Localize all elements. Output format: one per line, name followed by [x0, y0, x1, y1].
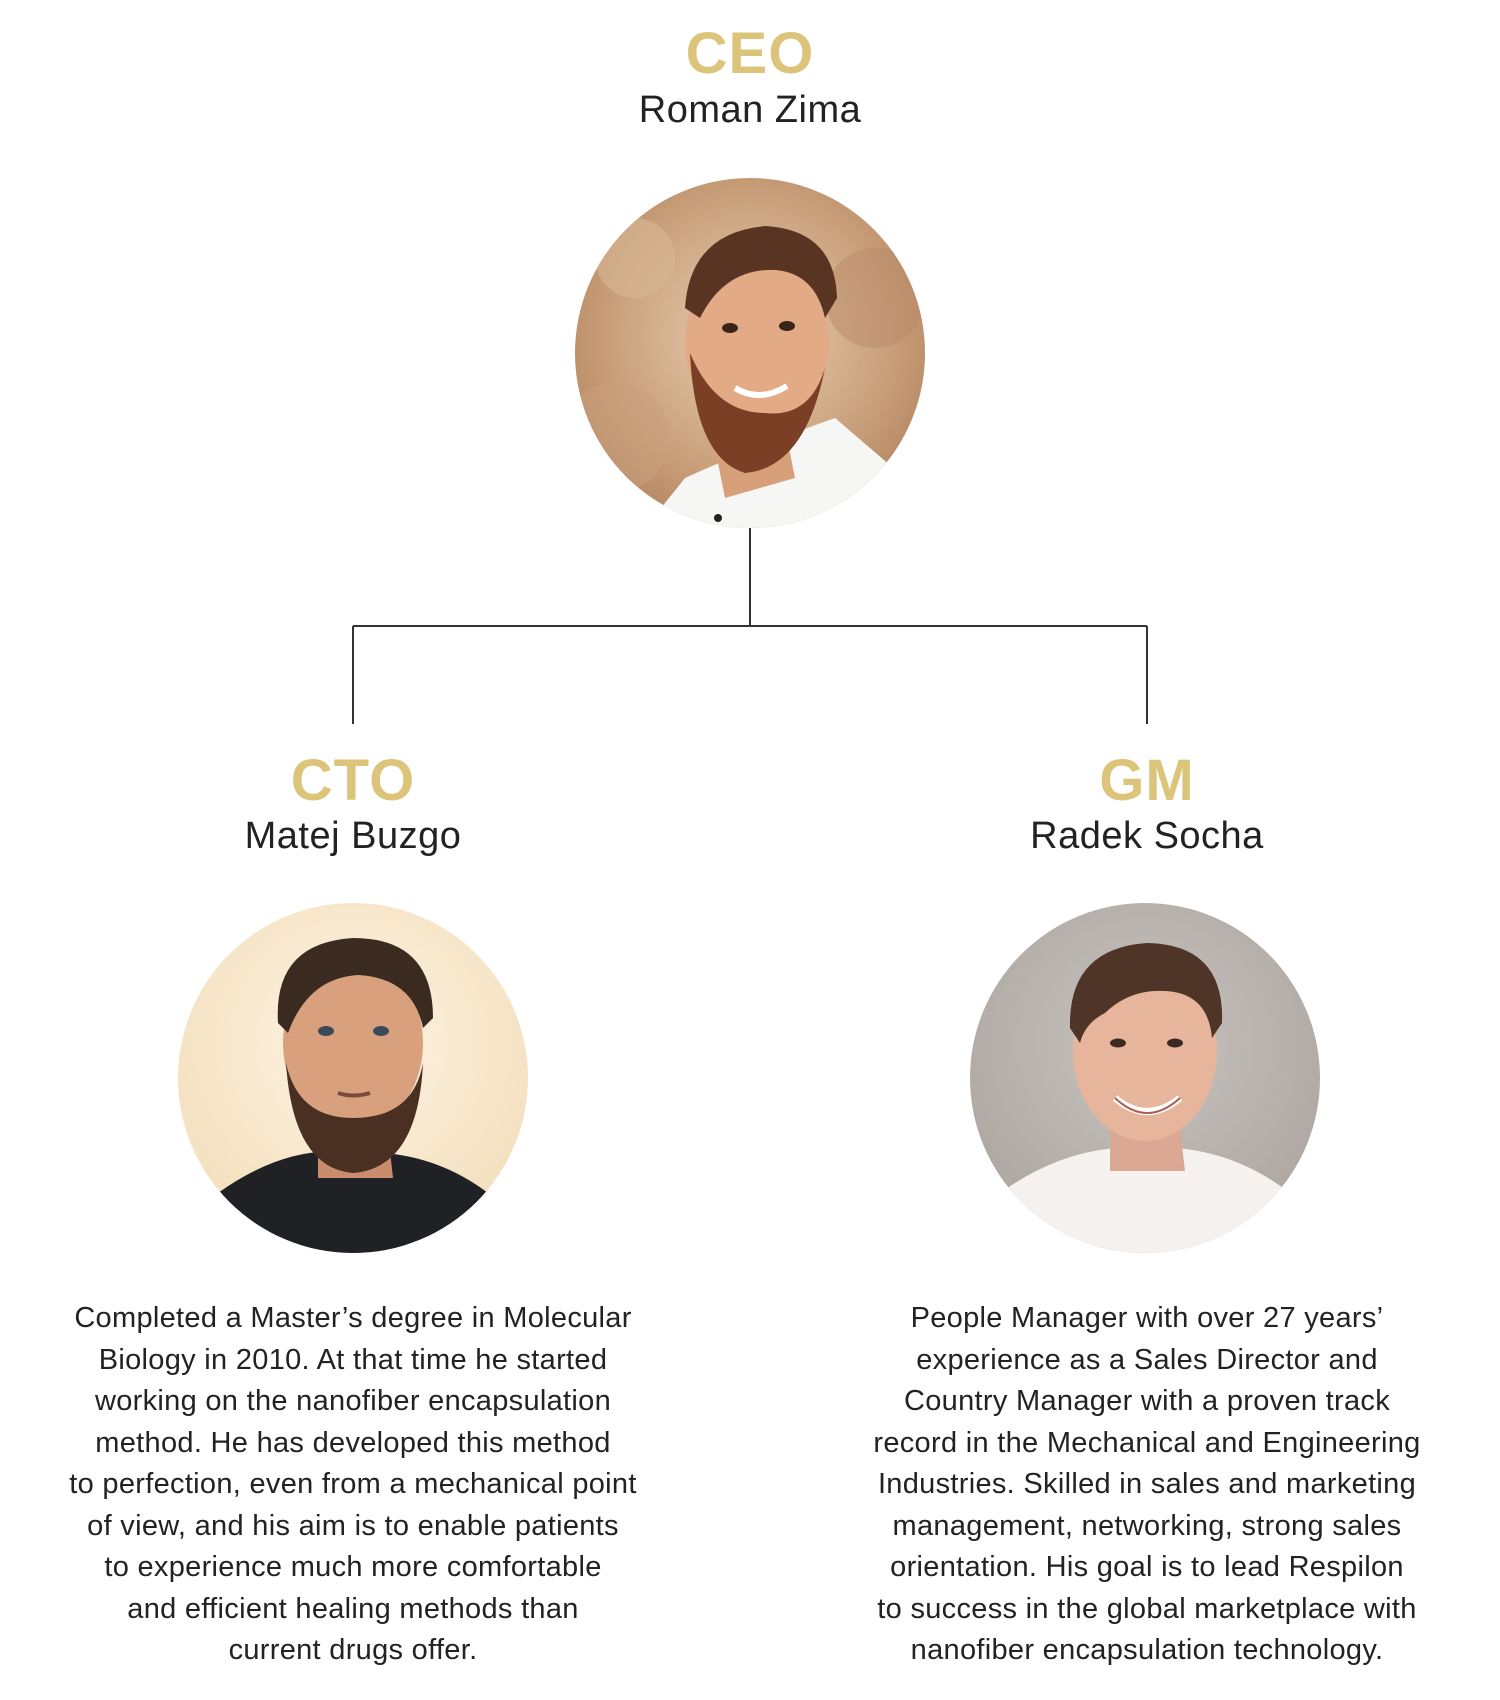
- ceo-photo: [575, 178, 925, 528]
- portrait-roman-zima-icon: [575, 178, 925, 528]
- ceo-name: Roman Zima: [638, 89, 862, 131]
- cto-bio-line: of view, and his aim is to enable patients: [87, 1509, 619, 1542]
- gm-bio-line: management, networking, strong sales: [892, 1509, 1402, 1542]
- cto-bio-line: Completed a Master’s degree in Molecular: [74, 1302, 632, 1334]
- gm-bio: [807, 1298, 1487, 1672]
- cto-bio-line: to experience much more comfortable: [104, 1551, 602, 1583]
- cto-bio-line: current drugs offer.: [228, 1634, 478, 1666]
- cto-bio: [13, 1298, 693, 1672]
- cto-bio-line: working on the nanofiber encapsulation: [94, 1385, 612, 1417]
- portrait-radek-socha-icon: [970, 903, 1320, 1253]
- ceo-role-title: CEO: [685, 21, 815, 86]
- gm-bio-line: to success in the global marketplace with: [877, 1592, 1417, 1625]
- gm-bio-line: experience as a Sales Director and: [916, 1343, 1378, 1376]
- cto-bio-line: Biology in 2010. At that time he started: [98, 1343, 608, 1376]
- gm-role-title: GM: [1099, 748, 1195, 813]
- gm-bio-line: orientation. His goal is to lead Respilon: [890, 1551, 1404, 1583]
- cto-role-title: CTO: [290, 748, 416, 813]
- cto-bio-line: to perfection, even from a mechanical point: [69, 1468, 637, 1500]
- gm-photo: [970, 903, 1320, 1253]
- gm-bio-line: People Manager with over 27 years’: [910, 1302, 1384, 1334]
- cto-bio-line: and efficient healing methods than: [127, 1592, 579, 1625]
- gm-bio-line: Industries. Skilled in sales and marketing: [877, 1468, 1417, 1500]
- gm-bio-line: record in the Mechanical and Engineering: [873, 1426, 1421, 1459]
- gm-name: Radek Socha: [1030, 815, 1264, 857]
- gm-bio-line: Country Manager with a proven track: [904, 1385, 1390, 1417]
- cto-bio-line: method. He has developed this method: [95, 1426, 611, 1459]
- cto-photo: [178, 903, 528, 1253]
- portrait-matej-buzgo-icon: [178, 903, 528, 1253]
- cto-name: Matej Buzgo: [244, 815, 462, 857]
- gm-bio-line: nanofiber encapsulation technology.: [910, 1634, 1384, 1666]
